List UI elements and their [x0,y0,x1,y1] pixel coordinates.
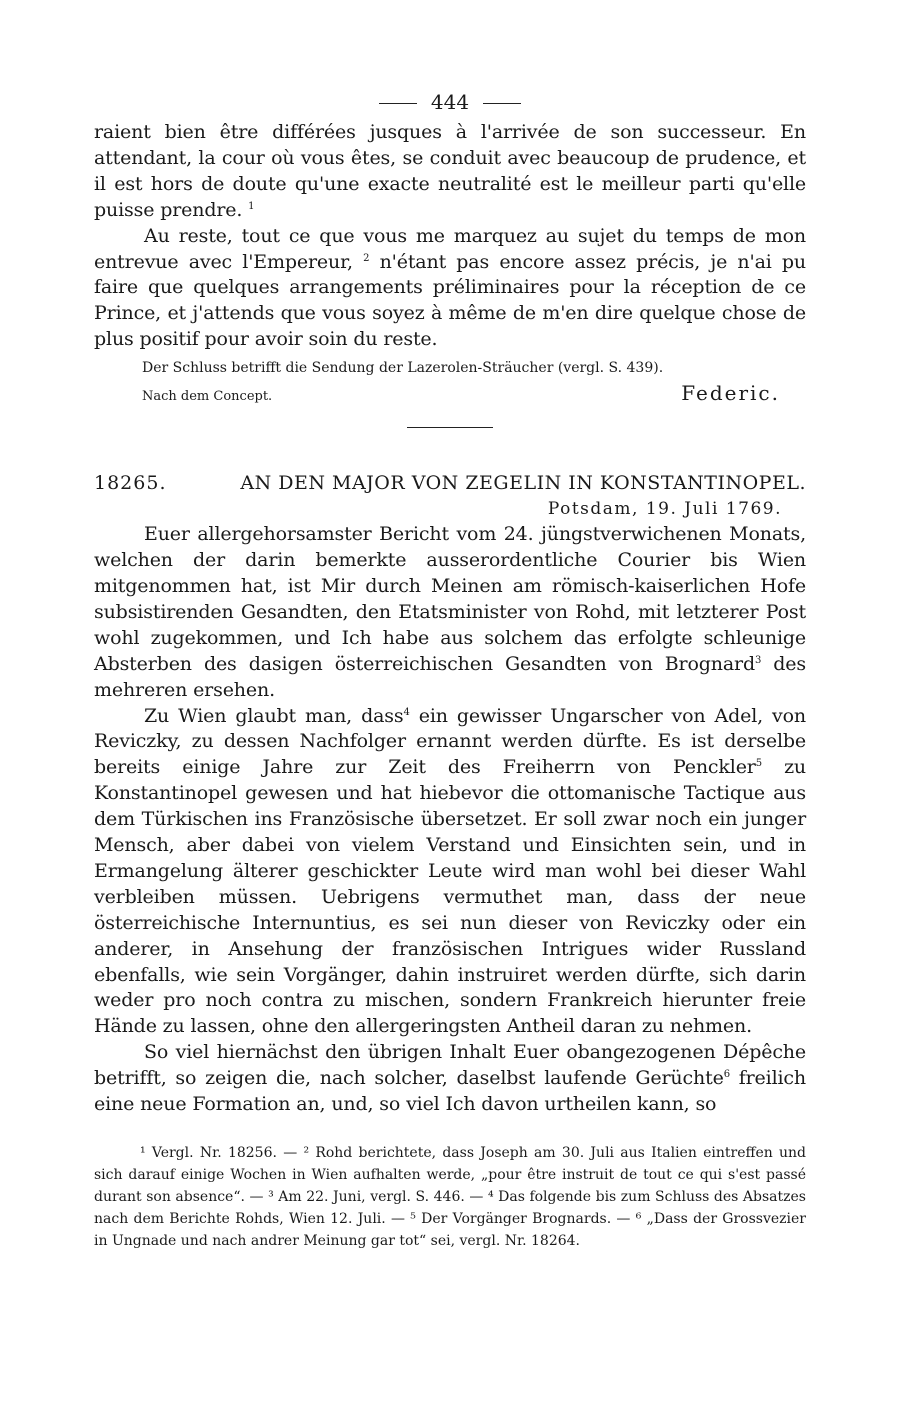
footnote-marker: 3 [755,654,762,666]
paragraph: So viel hiernächst den übrigen Inhalt Euer obangezogenen Dépêche betrifft, so zeigen die, nach solcher, daselbst laufende Gerüchte$^6$ freilich eine neue Formation an, und, so viel Ich davon urtheilen kann, so [94,1041,807,1116]
letter-title: AN DEN MAJOR VON ZEGELIN IN KONSTANTINOPEL. [240,472,806,495]
paragraph: Euer allergehorsamster Bericht vom 24. jüngstverwichenen Monats, welchen der darin bemerkte ausserordentliche Courier bis Wien mitgenommen hat, ist Mir durch Meinen am römisch-kaiserlichen Hofe subsistirenden Gesandten, den Etatsminister von Rohd, mit letzterer Post wohl zugekommen, und Ich habe aus solchem das erfolgte schleunige Absterben des dasigen österreichischen Gesandten von Brognard$^3$ des mehreren ersehen. [94,523,807,701]
source-note: Nach dem Concept. [142,389,273,405]
footnotes [94,1142,806,1252]
footnote-marker: 2 [363,252,370,264]
footnote-marker: 5 [755,758,762,770]
letter-heading [94,470,806,496]
page-number-header [94,88,806,116]
letter-number: 18265. [94,472,167,495]
footnote-text: ¹ Vergl. Nr. 18256. — ² Rohd berichtete, dass Joseph am 30. Juli aus Italien eintreffen und sich darauf einige Wochen in Wien aufhalten werde, „pour être instruit de tout ce qui s'est passé durant son absence“. — ³ Am 22. Juni, vergl. S. 446. — ⁴ Das folgende bis zum Schluss des Absatzes nach dem Berichte Rohds, Wien 12. Juli. — ⁵ Der Vorgänger Brognards. — ⁶ „Dass der Grossvezier in Ungnade und nach andrer Meinung gar tot“ sei, vergl. Nr. 18264. [94,1145,806,1249]
page-number: 444 [430,90,470,114]
letter-closing [142,381,806,405]
header-dash-right [483,103,521,104]
paragraph: Au reste, tout ce que vous me marquez au sujet du temps de mon entrevue avec l'Empereur, $^2$ n'étant pas encore assez précis, je n'ai pu faire que quelques arrangements préliminaires pour la réception de ce Prince, et j'attends que vous soyez à même de m'en dire quelque chose de plus positif pour avoir soin du reste. [94,224,807,351]
paragraph: raient bien être différées jusques à l'arrivée de son successeur. En attendant, la cour où vous êtes, se conduit avec beaucoup de prudence, et il est hors de doute qu'une exacte neutralité est le meilleur parti qu'elle puisse prendre. $^1$ [94,121,806,221]
editorial-note: Der Schluss betrifft die Sendung der Lazerolen-Sträucher (vergl. S. 439). [142,360,664,377]
section-divider [407,427,493,428]
footnote-marker: 1 [248,200,255,212]
footnote-marker: 6 [723,1069,730,1081]
letter-continuation [94,120,806,405]
dateline: Potsdam, 19. Juli 1769. [547,499,782,520]
header-dash-left [379,103,417,104]
signature: Federic. [681,381,780,406]
letter-body [94,522,806,1118]
footnote-marker: 4 [403,706,410,718]
book-page [94,88,806,1252]
paragraph: Zu Wien glaubt man, dass$^4$ ein gewisser Ungarscher von Adel, von Reviczky, zu dessen Nachfolger ernannt werden dürfte. Es ist derselbe bereits einige Jahre zur Zeit des Freiherrn von Penckler$^5$ zu Konstantinopel gewesen und hat hiebevor die ottomanische Tactique aus dem Türkischen ins Französische übersetzet. Er soll zwar noch ein junger Mensch, aber dabei von vielem Verstand und Einsichten sein, und in Ermangelung älterer geschickter Leute wird man wohl bei dieser Wahl verbleiben müssen. Uebrigens vermuthet man, dass der neue österreichische Internuntius, es sei nun dieser von Reviczky oder ein anderer, in Ansehung der französischen Intrigues wider Russland ebenfalls, wie sein Vorgänger, dahin instruiret werden dürfte, sich darin weder pro noch contra zu mischen, sondern Frankreich hierunter freie Hände zu lassen, ohne den allergeringsten Antheil daran zu nehmen. [94,704,807,1038]
